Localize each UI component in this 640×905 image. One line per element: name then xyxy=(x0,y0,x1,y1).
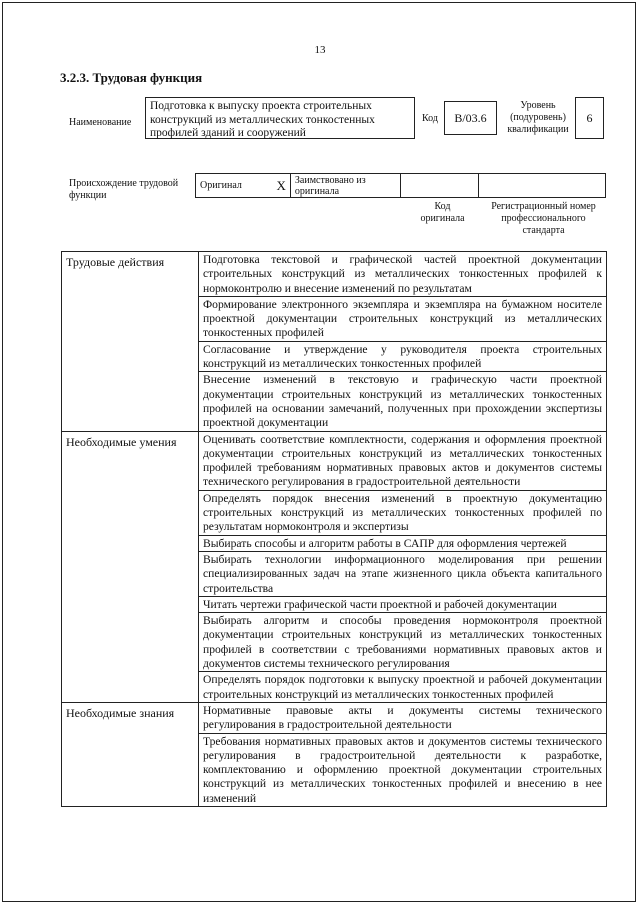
code-caption-line-1: Код xyxy=(434,201,451,212)
page-number: 13 xyxy=(314,44,326,56)
name-label: Наименование xyxy=(69,117,132,128)
table-cell: Определять порядок внесения изменений в проектную документацию строительных конструкций из металлических тонкостенных профилей по результатам нормоконтроля и экспертизы xyxy=(199,490,607,535)
level-label xyxy=(502,100,574,136)
table-cell: Подготовка текстовой и графической частей проектной документации строительных конструкций из металлических тонкостенных профилей к нормоконтролю и внесение изменений по результатам xyxy=(199,252,607,297)
original-mark: Х xyxy=(273,174,291,198)
code-caption-line-2: оригинала xyxy=(420,213,465,224)
code-caption xyxy=(405,201,480,225)
origin-table xyxy=(195,173,606,198)
category-cell: Необходимые знания xyxy=(62,702,199,806)
registration-caption-line-1: Регистрационный номер xyxy=(491,201,596,212)
registration-caption xyxy=(480,201,607,237)
table-row xyxy=(62,431,607,490)
origin-label: Происхождение трудовой функции xyxy=(69,178,179,201)
table-row xyxy=(62,702,607,733)
borrowed-label: Заимствовано из оригинала xyxy=(290,174,400,198)
registration-caption-line-3: стандарта xyxy=(522,225,565,236)
table-cell: Выбирать технологии информационного моделирования при решении специализированных задач на этапе жизненного цикла объекта капитального строительства xyxy=(199,551,607,596)
category-cell: Необходимые умения xyxy=(62,431,199,702)
original-code-cell xyxy=(400,174,478,198)
table-cell: Определять порядок подготовки к выпуску проектной и рабочей документации строительных конструкций из металлических тонкостенных профилей xyxy=(199,672,607,703)
registration-number-cell xyxy=(478,174,605,198)
level-label-line-3: квалификации xyxy=(507,124,569,135)
competency-table xyxy=(61,251,607,807)
table-cell: Выбирать алгоритм и способы проведения нормоконтроля проектной документации строительных конструкций из металлических тонкостенных профилей в соответствии с требованиями нормативных правовых актов и документов системы технического регулирования xyxy=(199,613,607,672)
level-label-line-2: (подуровень) xyxy=(510,112,566,123)
code-label: Код xyxy=(422,113,438,124)
table-cell: Читать чертежи графической части проектной и рабочей документации xyxy=(199,596,607,612)
table-cell: Оценивать соответствие комплектности, содержания и оформления проектной документации строительных конструкций из металлических тонкостенных профилей требованиям нормативных правовых актов и документов системы технического регулирования в градостроительной деятельности xyxy=(199,431,607,490)
level-label-line-1: Уровень xyxy=(520,100,556,111)
table-cell: Выбирать способы и алгоритм работы в САПР для оформления чертежей xyxy=(199,535,607,551)
function-name-value: Подготовка к выпуску проекта строительных конструкций из металлических тонкостенных профилей зданий и сооружений xyxy=(145,97,415,139)
table-cell: Согласование и утверждение у руководителя проекта строительных конструкций из металлических тонкостенных профилей xyxy=(199,341,607,372)
original-label: Оригинал xyxy=(196,174,273,198)
table-cell: Требования нормативных правовых актов и документов системы технического регулирования в градостроительной деятельности к разработке, комплектованию и оформлению проектной документации строительных конструкций из металлических тонкостенных профилей и внесению в нее изменений xyxy=(199,733,607,806)
category-cell: Трудовые действия xyxy=(62,252,199,432)
function-code-value: В/03.6 xyxy=(444,101,497,135)
registration-caption-line-2: профессионального xyxy=(501,213,586,224)
table-cell: Внесение изменений в текстовую и графическую части проектной документации строительных конструкций из металлических тонкостенных профилей на основании замечаний, полученных при прохождении экспертизы проектной документации xyxy=(199,372,607,431)
table-row xyxy=(62,252,607,297)
table-cell: Формирование электронного экземпляра и экземпляра на бумажном носителе проектной документации строительных конструкций из металлических тонкостенных профилей xyxy=(199,296,607,341)
qualification-level-value: 6 xyxy=(575,97,604,139)
table-cell: Нормативные правовые акты и документы системы технического регулирования в градостроительной деятельности xyxy=(199,702,607,733)
section-title: 3.2.3. Трудовая функция xyxy=(60,70,203,85)
